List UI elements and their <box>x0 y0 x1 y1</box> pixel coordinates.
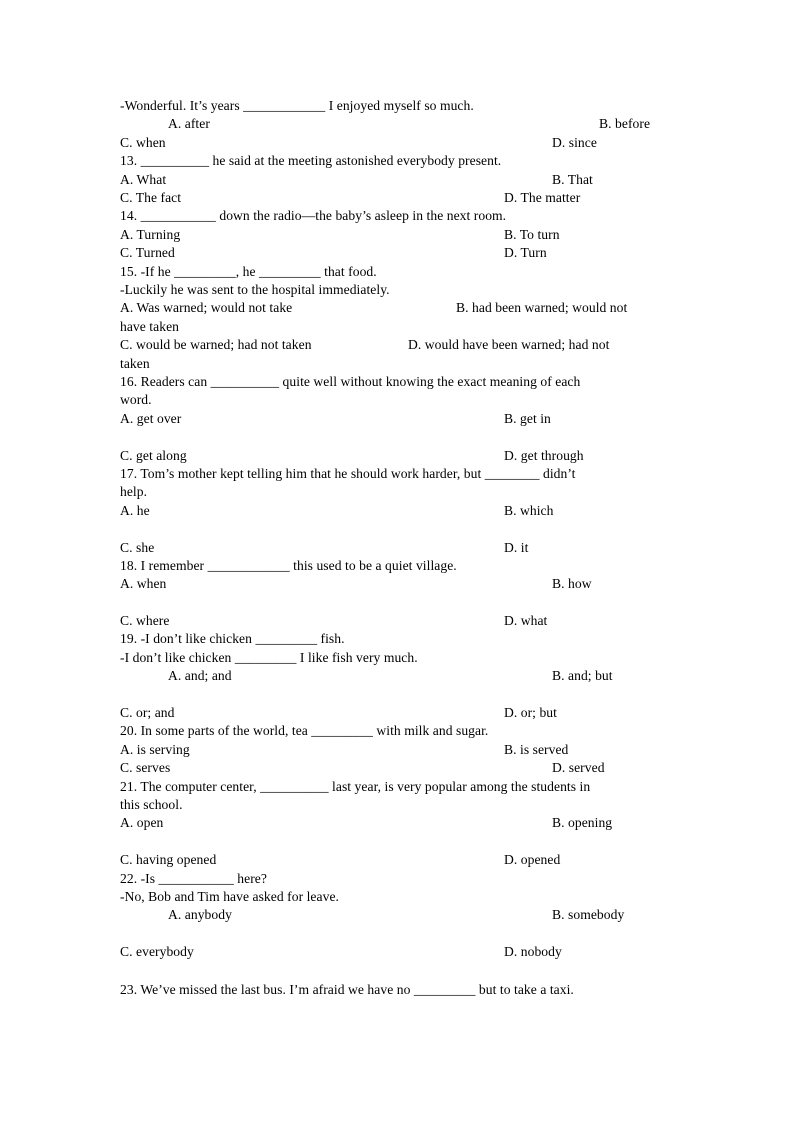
q22-option-c: C. everybody <box>120 944 194 959</box>
q14-option-b: B. To turn <box>504 227 560 242</box>
q16-option-c: C. get along <box>120 448 187 463</box>
q15-option-c: C. would be warned; had not taken <box>120 337 312 352</box>
q22-option-a: A. anybody <box>168 907 232 922</box>
q15-option-b: B. had been warned; would not <box>456 300 628 315</box>
q13-option-d: D. The matter <box>504 190 581 205</box>
q15-option-a: A. Was warned; would not take <box>120 300 293 315</box>
q14-option-a: A. Turning <box>120 227 181 242</box>
q12-option-b: B. before <box>599 116 651 131</box>
q20-option-b: B. is served <box>504 742 569 757</box>
q18-option-a: A. when <box>120 576 167 591</box>
q20-option-c: C. serves <box>120 760 171 775</box>
q14-stem: 14. ___________ down the radio—the baby’s asleep in the next room. <box>120 208 507 223</box>
q16-option-a: A. get over <box>120 411 182 426</box>
q17-option-a: A. he <box>120 503 150 518</box>
q21-option-b: B. opening <box>552 815 613 830</box>
q14-option-c: C. Turned <box>120 245 175 260</box>
q20-option-d: D. served <box>552 760 605 775</box>
q22-option-b: B. somebody <box>552 907 625 922</box>
q16-stem: 16. Readers can __________ quite well without knowing the exact meaning of each <box>120 374 581 389</box>
q12-option-a: A. after <box>168 116 210 131</box>
q18-option-b: B. how <box>552 576 592 591</box>
q17-option-c: C. she <box>120 540 155 555</box>
q19-option-a: A. and; and <box>168 668 232 683</box>
q23-stem: 23. We’ve missed the last bus. I’m afraid we have no _________ but to take a taxi. <box>120 982 574 997</box>
q22-option-d: D. nobody <box>504 944 562 959</box>
q19-option-c: C. or; and <box>120 705 175 720</box>
q21-stem: 21. The computer center, __________ last year, is very popular among the students in <box>120 779 591 794</box>
q18-stem: 18. I remember ____________ this used to be a quiet village. <box>120 558 457 573</box>
q15-option-d: D. would have been warned; had not <box>408 337 610 352</box>
q13-option-b: B. That <box>552 172 593 187</box>
q13-stem: 13. __________ he said at the meeting astonished everybody present. <box>120 153 502 168</box>
q17-stem-cont: help. <box>120 484 148 499</box>
q19-option-b: B. and; but <box>552 668 613 683</box>
q13-option-a: A. What <box>120 172 167 187</box>
q17-stem: 17. Tom’s mother kept telling him that he should work harder, but ________ didn’t <box>120 466 576 481</box>
q13-option-c: C. The fact <box>120 190 182 205</box>
q16-option-b: B. get in <box>504 411 551 426</box>
q20-option-a: A. is serving <box>120 742 190 757</box>
q12-option-c: C. when <box>120 135 166 150</box>
q15-option-d-cont: taken <box>120 356 150 371</box>
q14-option-d: D. Turn <box>504 245 547 260</box>
q17-option-d: D. it <box>504 540 529 555</box>
q19-dialogue-line: -I don’t like chicken _________ I like fish very much. <box>120 650 418 665</box>
q16-option-d: D. get through <box>504 448 584 463</box>
q15-option-b-cont: have taken <box>120 319 179 334</box>
q19-stem: 19. -I don’t like chicken _________ fish. <box>120 631 345 646</box>
q17-option-b: B. which <box>504 503 554 518</box>
q21-option-d: D. opened <box>504 852 561 867</box>
q20-stem: 20. In some parts of the world, tea _________ with milk and sugar. <box>120 723 489 738</box>
q16-stem-cont: word. <box>120 392 152 407</box>
q12-dialogue-line: -Wonderful. It’s years ____________ I enjoyed myself so much. <box>120 98 474 113</box>
q22-stem: 22. -Is ___________ here? <box>120 871 267 886</box>
q21-stem-cont: this school. <box>120 797 183 812</box>
q19-option-d: D. or; but <box>504 705 557 720</box>
q18-option-d: D. what <box>504 613 548 628</box>
q15-dialogue-line: -Luckily he was sent to the hospital immediately. <box>120 282 390 297</box>
q18-option-c: C. where <box>120 613 170 628</box>
q15-stem: 15. -If he _________, he _________ that food. <box>120 264 377 279</box>
q22-dialogue-line: -No, Bob and Tim have asked for leave. <box>120 889 339 904</box>
q12-option-d: D. since <box>552 135 597 150</box>
q21-option-a: A. open <box>120 815 164 830</box>
q21-option-c: C. having opened <box>120 852 217 867</box>
